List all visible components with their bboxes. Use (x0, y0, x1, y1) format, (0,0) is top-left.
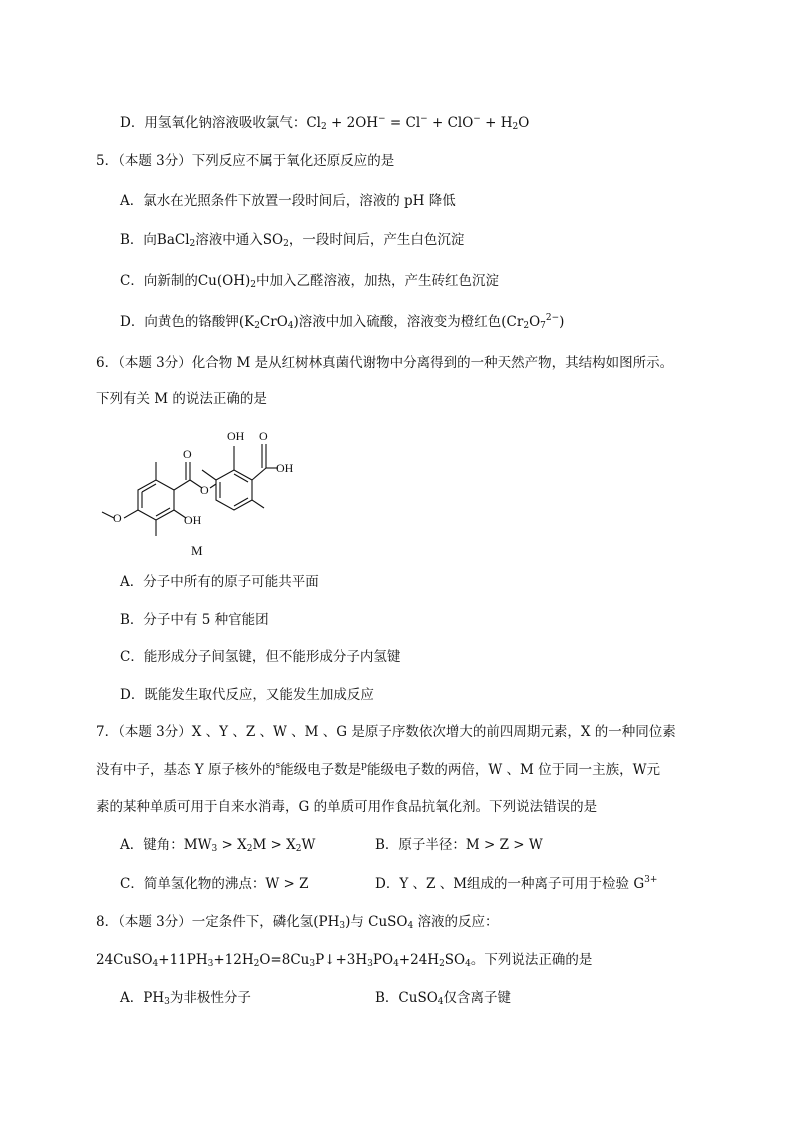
q6-option-b: B．分子中有 5 种官能团 (120, 612, 269, 628)
label-ester-o: O (200, 483, 209, 497)
label-methoxy-o: O (113, 511, 122, 525)
q5-option-b: B．向BaCl$_2$溶液中通入$SO_2$，一段时间后，产生白色沉淀 (120, 232, 465, 249)
q8-stem-line1: 8．（本题 3分）一定条件下，磷化氢$(PH_3)$与 CuSO$_4$ 溶液的反应： (96, 914, 499, 931)
q7-option-b: B．原子半径：M > Z > W (375, 837, 543, 853)
structure-diagram (98, 418, 318, 563)
option-letter: D． (120, 115, 145, 131)
q6-option-c: C．能形成分子间氢键，但不能形成分子内氢键 (120, 649, 401, 665)
q5-stem: 5．（本题 3分）下列反应不属于氧化还原反应的是 (96, 153, 395, 169)
q5-option-c: C．向新制的$Cu(OH)_2$中加入乙醛溶液，加热，产生砖红色沉淀 (120, 273, 499, 290)
q6-option-d: D．既能发生取代反应，又能发生加成反应 (120, 687, 374, 703)
q7-option-a: A．键角：$MW_3 > X_2M > X_2W$ (120, 837, 316, 854)
q6-option-a: A．分子中所有的原子可能共平面 (120, 574, 319, 590)
q6-stem-line2: 下列有关 M 的说法正确的是 (96, 391, 267, 407)
q7-option-c: C．简单氢化物的沸点：W > Z (120, 876, 309, 892)
option-text: 用氢氧化钠溶液吸收氯气： (144, 115, 307, 131)
q7-stem-line2: 没有中子，基态 Y 原子核外的$^s$能级电子数是$^p$能级电子数的两倍，W 、M 位于同一主族，W元 (96, 761, 661, 778)
equation: $Cl_2 + 2OH^- = Cl^- + ClO^- + H_2O$ (306, 114, 530, 132)
label-compound-m: M (191, 543, 203, 558)
q8-option-b: B．CuSO$_4$仅含离子键 (375, 990, 511, 1007)
label-oh-bottom: OH (184, 513, 202, 527)
q7-stem-line1: 7．（本题 3分）X 、Y 、Z 、W 、M 、G 是原子序数依次增大的前四周期元素，X 的一种同位素 (96, 724, 676, 740)
q6-stem-line1: 6．（本题 3分）化合物 M 是从红树林真菌代谢物中分离得到的一种天然产物，其结构如图所示。 (96, 355, 674, 371)
label-oh-top: OH (227, 429, 245, 443)
q8-option-a: A．$PH_3$为非极性分子 (120, 990, 251, 1007)
label-carbonyl-o: O (259, 429, 268, 443)
label-cooh-oh: OH (276, 461, 294, 475)
label-ester-carbonyl-o: O (183, 447, 192, 461)
q5-option-d: D．向黄色的铬酸钾$(K_2CrO_4)$溶液中加入硫酸，溶液变为橙红色$(Cr_2O_7^{2-})$ (120, 313, 565, 331)
q4-option-d (120, 114, 529, 132)
q7-stem-line3: 素的某种单质可用于自来水消毒，G 的单质可用作食品抗氧化剂。下列说法错误的是 (96, 799, 598, 815)
q7-option-d: D．Y 、Z 、M组成的一种离子可用于检验 $G^{3+}$ (375, 875, 658, 892)
q5-option-a: A．氯水在光照条件下放置一段时间后，溶液的 pH 降低 (120, 193, 456, 209)
q8-equation: $24CuSO_4+11PH_3+12H_2O=8Cu_3P↓+3H_3PO_4+24H_2SO_4$。下列说法正确的是 (96, 952, 593, 969)
molecule-m-structure (98, 418, 318, 563)
